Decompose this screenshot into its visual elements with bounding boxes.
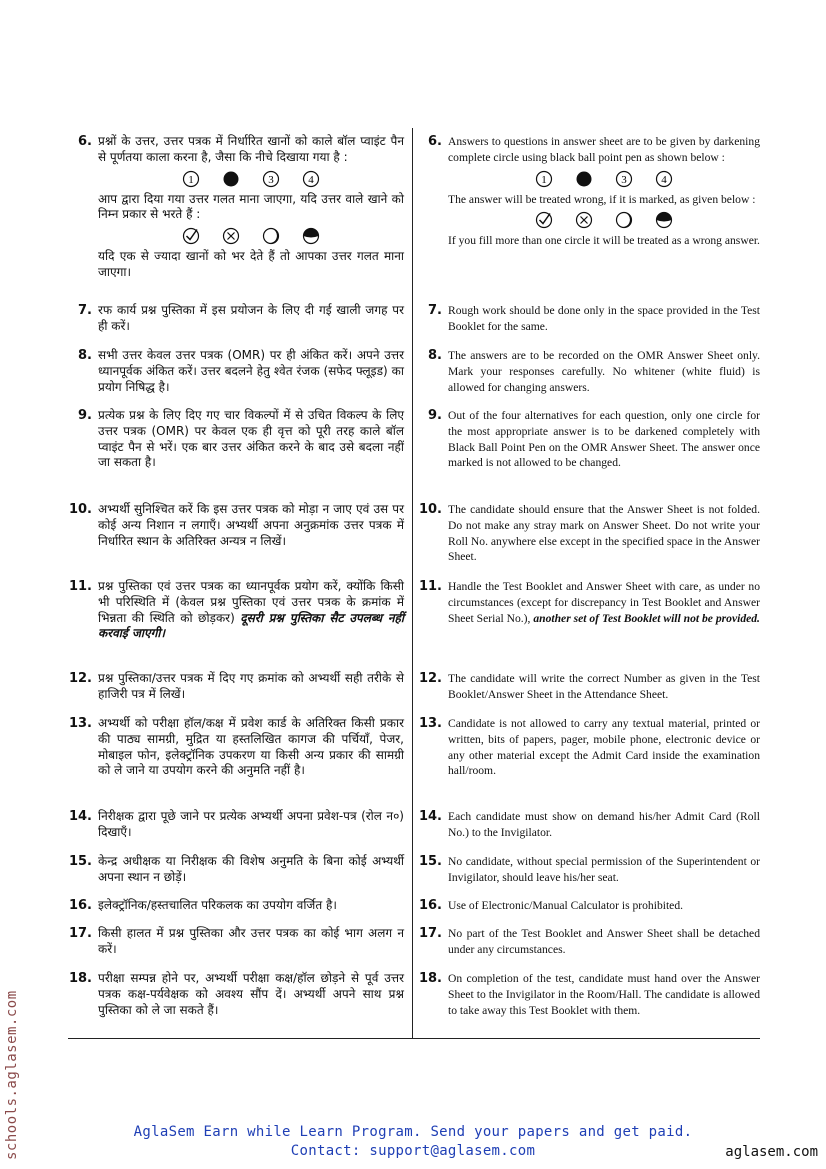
bubble-label: 4 — [661, 173, 667, 186]
item-13-hindi — [66, 716, 404, 779]
item-17-english — [416, 926, 760, 958]
item-10-english — [416, 502, 760, 565]
bubble-label: 3 — [268, 173, 274, 186]
item-text: The candidate should ensure that the Answer Sheet is not folded. Do not make any stray mark on Answer Sheet. Do not write your Roll No. anywhere else except in the specified space in the Answer Sheet. — [448, 503, 760, 564]
item-15-hindi — [66, 854, 404, 886]
wrong-mark-example — [98, 227, 404, 245]
item-text: No part of the Test Booklet and Answer Sheet shall be detached under any circumstances. — [448, 927, 760, 956]
circle-three-icon — [262, 170, 280, 188]
footer-contact — [0, 1143, 826, 1159]
item-number: 6. — [78, 134, 92, 149]
item-text: प्रश्नों के उत्तर, उत्तर पत्रक में निर्धारित खानों को काले बॉल प्वाइंट पैन से पूर्णतया काला करना है, जैसा कि नीचे दिखाया गया है : — [98, 134, 404, 164]
item-number: 15. — [68, 854, 92, 869]
item-number: 12. — [68, 671, 92, 686]
item-number: 11. — [418, 579, 442, 594]
item-number: 14. — [418, 809, 442, 824]
item-number: 16. — [68, 898, 92, 913]
item-text: No candidate, without special permission of the Superintendent or Invigilator, should leave his/her seat. — [448, 855, 760, 884]
item-number: 7. — [78, 303, 92, 318]
cross-circle-icon — [575, 211, 593, 229]
item-number: 17. — [418, 926, 442, 941]
half-fill-circle-icon — [302, 227, 320, 245]
item-text: अभ्यर्थी को परीक्षा हॉल/कक्ष में प्रवेश कार्ड के अतिरिक्त किसी प्रकार की पाठ्य सामग्री, मुद्रित या हस्तलिखित कागज की पर्चियाँ, पेजर, मोबाइल फोन, इलेक्ट्रॉनिक उपकरण या किसी अन्य प्रकार की सामग्री को ले जाने या उपयोग करने की अनुमति नहीं है। — [98, 716, 404, 778]
item-11-english — [416, 579, 760, 626]
cross-circle-icon — [222, 227, 240, 245]
item-text: Answers to questions in answer sheet are to be given by darkening complete circle using black ball point pen as shown below : — [448, 135, 760, 164]
item-text: इलेक्ट्रॉनिक/हस्तचालित परिकलक का उपयोग वर्जित है। — [98, 898, 337, 912]
item-text: किसी हालत में प्रश्न पुस्तिका और उत्तर पत्रक का कोई भाग अलग न करें। — [98, 926, 404, 956]
item-text: प्रश्न पुस्तिका एवं उत्तर पत्रक का ध्यानपूर्वक प्रयोग करें, क्योंकि किसी भी परिस्थिति में (केवल प्रश्न पुस्तिका एवं उत्तर पत्रक के क्रमांक में भिन्नता की स्थिति को छोड़कर) — [98, 579, 404, 625]
item-6-english — [416, 134, 760, 249]
bubble-label: 1 — [188, 173, 194, 186]
circle-one-icon — [535, 170, 553, 188]
filled-circle-icon — [575, 170, 593, 188]
item-number: 13. — [418, 716, 442, 731]
item-text: The answer will be treated wrong, if it is marked, as given below : — [448, 192, 756, 206]
item-text: सभी उत्तर केवल उत्तर पत्रक (OMR) पर ही अंकित करें। अपने उत्तर ध्यानपूर्वक अंकित करें। उत्तर बदलने हेतु श्वेत रंजक (सफेद फ्लूइड) का प्रयोग निषिद्ध है। — [98, 348, 404, 394]
circle-one-icon — [182, 170, 200, 188]
item-8-hindi — [66, 348, 404, 395]
item-text: Rough work should be done only in the space provided in the Test Booklet for the same. — [448, 304, 760, 333]
item-text: केन्द्र अधीक्षक या निरीक्षक की विशेष अनुमति के बिना कोई अभ्यर्थी अपना स्थान न छोड़ें। — [98, 854, 404, 884]
item-text: निरीक्षक द्वारा पूछे जाने पर प्रत्येक अभ्यर्थी अपना प्रवेश-पत्र (रोल न०) दिखाएँ। — [98, 809, 404, 839]
item-8-english — [416, 348, 760, 395]
item-text: If you fill more than one circle it will be treated as a wrong answer. — [448, 234, 760, 248]
item-number: 10. — [418, 502, 442, 517]
wrong-mark-example — [448, 211, 760, 229]
item-9-hindi — [66, 408, 404, 471]
item-text: आप द्वारा दिया गया उत्तर गलत माना जाएगा, यदि उत्तर वाले खाने को निम्न प्रकार से भरते हैं : — [98, 191, 404, 222]
item-number: 6. — [428, 134, 442, 149]
item-16-hindi — [66, 898, 404, 914]
tick-circle-icon — [535, 211, 553, 229]
item-13-english — [416, 716, 760, 779]
bubble-label: 4 — [308, 173, 314, 186]
item-number: 13. — [68, 716, 92, 731]
item-number: 15. — [418, 854, 442, 869]
item-text: Use of Electronic/Manual Calculator is prohibited. — [448, 899, 684, 912]
partial-fill-circle-icon — [262, 227, 280, 245]
item-10-hindi — [66, 502, 404, 549]
item-11-hindi — [66, 579, 404, 642]
column-divider — [412, 128, 413, 1038]
partial-fill-circle-icon — [615, 211, 633, 229]
item-9-english — [416, 408, 760, 471]
bottom-rule — [68, 1038, 760, 1039]
item-text: यदि एक से ज्यादा खानों को भर देते हैं तो आपका उत्तर गलत माना जाएगा। — [98, 249, 404, 279]
footer-promo: AglaSem Earn while Learn Program. Send your papers and get paid. — [133, 1124, 693, 1140]
item-number: 8. — [428, 348, 442, 363]
item-text: प्रत्येक प्रश्न के लिए दिए गए चार विकल्पों में से उचित विकल्प के लिए उत्तर पत्रक (OMR) पर केवल एक ही वृत्त को पूरी तरह काले बॉल प्वाइंट पैन से भरें। एक बार उत्तर अंकित करने के बाद उसे बदला नहीं जा सकता है। — [98, 408, 404, 470]
item-text: The candidate will write the correct Number as given in the Test Booklet/Answer Sheet in the Attendance Sheet. — [448, 672, 760, 701]
item-number: 9. — [428, 408, 442, 423]
item-text: परीक्षा सम्पन्न होने पर, अभ्यर्थी परीक्षा कक्ष/हॉल छोड़ने से पूर्व उत्तर पत्रक कक्ष-पर्यवेक्षक को अवश्य सौंप दें। अभ्यर्थी अपने साथ प्रश्न पुस्तिका को ले जा सकते हैं। — [98, 971, 404, 1017]
tick-circle-icon — [182, 227, 200, 245]
bubble-label: 1 — [541, 173, 547, 186]
item-number: 11. — [68, 579, 92, 594]
site-link[interactable]: aglasem.com — [725, 1144, 818, 1160]
contact-email-link[interactable]: support@aglasem.com — [369, 1143, 536, 1159]
item-number: 17. — [68, 926, 92, 941]
item-7-hindi — [66, 303, 404, 335]
circle-three-icon — [615, 170, 633, 188]
item-16-english — [416, 898, 760, 914]
item-6-hindi — [66, 134, 404, 281]
contact-label: Contact: — [290, 1143, 361, 1159]
item-text: प्रश्न पुस्तिका/उत्तर पत्रक में दिए गए क्रमांक को अभ्यर्थी सही तरीके से हाजिरी पत्र में लिखें। — [98, 671, 404, 701]
item-number: 12. — [418, 671, 442, 686]
item-number: 9. — [78, 408, 92, 423]
item-number: 18. — [418, 971, 442, 986]
item-12-hindi — [66, 671, 404, 703]
circle-four-icon — [302, 170, 320, 188]
circle-four-icon — [655, 170, 673, 188]
side-watermark: schools.aglasem.com — [4, 990, 20, 1160]
item-number: 8. — [78, 348, 92, 363]
item-number: 18. — [68, 971, 92, 986]
half-fill-circle-icon — [655, 211, 673, 229]
item-text: Out of the four alternatives for each question, only one circle for the most appropriate answer is to be darkened completely with Black Ball Point Pen on the OMR Answer Sheet. The answer once marked is not allowed to be changed. — [448, 409, 760, 470]
correct-mark-example — [448, 170, 760, 188]
item-text: रफ कार्य प्रश्न पुस्तिका में इस प्रयोजन के लिए दी गई खाली जगह पर ही करें। — [98, 303, 404, 333]
item-number: 16. — [418, 898, 442, 913]
item-15-english — [416, 854, 760, 886]
item-12-english — [416, 671, 760, 703]
item-17-hindi — [66, 926, 404, 958]
item-14-english — [416, 809, 760, 841]
filled-circle-icon — [222, 170, 240, 188]
item-14-hindi — [66, 809, 404, 841]
bubble-label: 3 — [621, 173, 627, 186]
item-emphasis: दूसरी प्रश्न पुस्तिका सैट उपलब्ध नहीं करवाई जाएगी। — [98, 610, 404, 641]
item-emphasis: another set of Test Booklet will not be provided. — [533, 611, 760, 625]
correct-mark-example — [98, 170, 404, 188]
item-text: Candidate is not allowed to carry any textual material, printed or written, bits of papers, pager, mobile phone, electronic device or any other material except the Admit Card inside the examination hall/room. — [448, 717, 760, 778]
item-7-english — [416, 303, 760, 335]
item-number: 14. — [68, 809, 92, 824]
item-number: 7. — [428, 303, 442, 318]
item-text: Handle the Test Booklet and Answer Sheet with care, as under no circumstances (except for discrepancy in Test Booklet and Answer Sheet Serial No.), — [448, 580, 760, 625]
item-18-hindi — [66, 971, 404, 1018]
item-text: अभ्यर्थी सुनिश्चित करें कि इस उत्तर पत्रक को मोड़ा न जाए एवं उस पर कोई अन्य निशान न लगाएँ। अभ्यर्थी अपना अनुक्रमांक उत्तर पत्रक में निर्धारित स्थान के अतिरिक्त अन्यत्र न लिखें। — [98, 502, 404, 548]
item-number: 10. — [68, 502, 92, 517]
item-text: On completion of the test, candidate must hand over the Answer Sheet to the Invigilator in the Room/Hall. The candidate is allowed to take away this Test Booklet with them. — [448, 972, 760, 1017]
item-18-english — [416, 971, 760, 1018]
item-text: The answers are to be recorded on the OMR Answer Sheet only. Mark your responses carefully. No whitener (white fluid) is allowed for changing answers. — [448, 349, 760, 394]
item-text: Each candidate must show on demand his/her Admit Card (Roll No.) to the Invigilator. — [448, 810, 760, 839]
